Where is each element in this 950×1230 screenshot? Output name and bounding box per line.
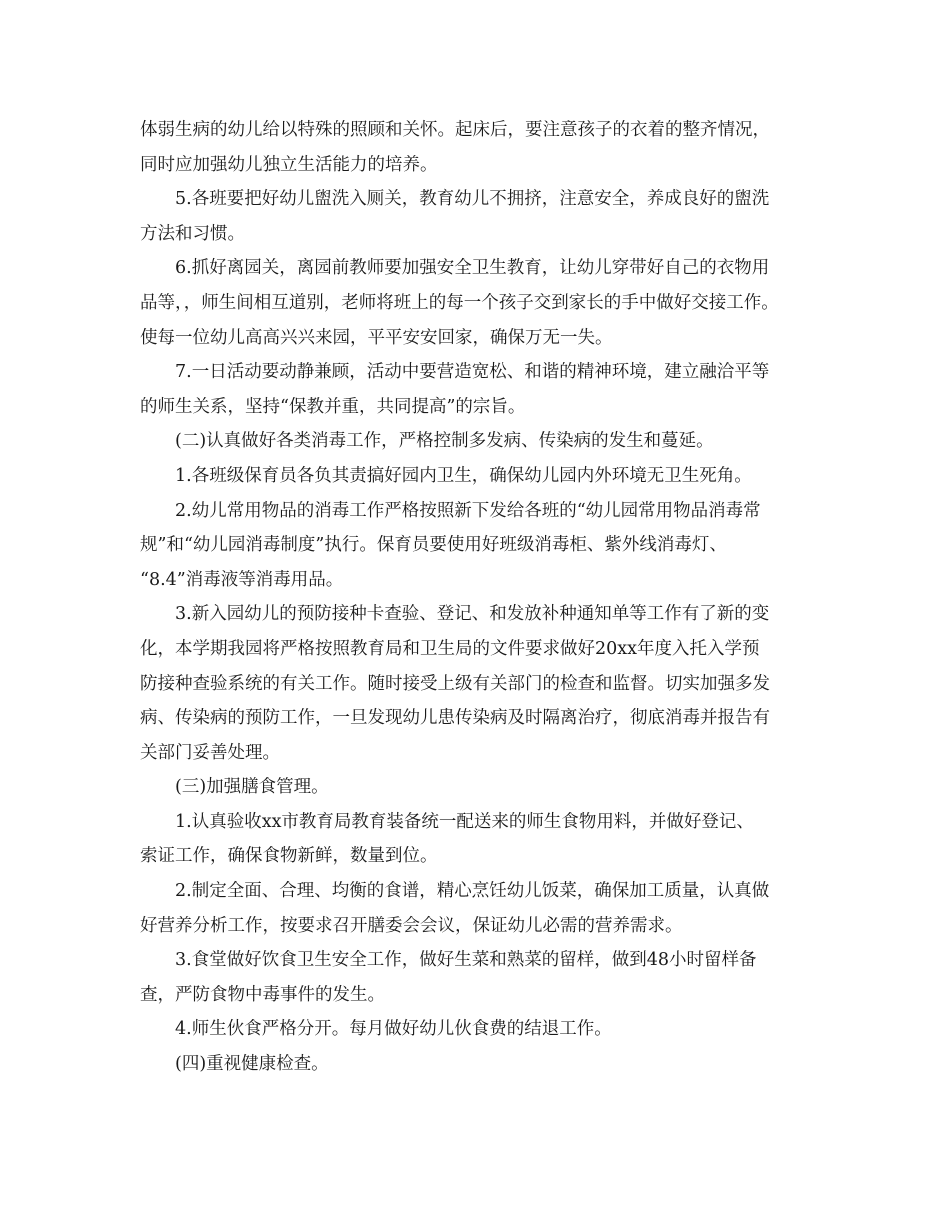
text-line: 1.各班级保育员各负其责搞好园内卫生，确保幼儿园内外环境无卫生死角。: [175, 465, 752, 486]
text-line: 规”和“幼儿园消毒制度”执行。保育员要使用好班级消毒柜、紫外线消毒灯、: [140, 535, 727, 556]
text-line: 关部门妥善处理。: [140, 742, 280, 763]
text-line: 品等，，师生间相互道别，老师将班上的每一个孩子交到家长的手中做好交接工作。: [140, 292, 779, 313]
section-heading: (三)加强膳食管理。: [175, 777, 329, 798]
text-line: 5.各班要把好幼儿盥洗入厕关，教育幼儿不拥挤，注意安全，养成良好的盥洗: [175, 189, 770, 210]
text-line: 化，本学期我园将严格按照教育局和卫生局的文件要求做好20xx年度入托入学预: [140, 638, 760, 659]
text-line: 好营养分析工作，按要求召开膳委会会议，保证幼儿必需的营养需求。: [140, 915, 683, 936]
text-line: 同时应加强幼儿独立生活能力的培养。: [140, 154, 438, 175]
text-line: 3.新入园幼儿的预防接种卡查验、登记、和发放补种通知单等工作有了新的变: [175, 604, 770, 625]
text-line: 2.制定全面、合理、均衡的食谱，精心烹饪幼儿饭菜，确保加工质量，认真做: [175, 881, 770, 902]
text-line: 的师生关系，坚持“保教并重，共同提高”的宗旨。: [140, 396, 526, 417]
text-line: 方法和习惯。: [140, 223, 245, 244]
text-line: 2.幼儿常用物品的消毒工作严格按照新下发给各班的“幼儿园常用物品消毒常: [175, 500, 761, 521]
text-line: 6.抓好离园关，离园前教师要加强安全卫生教育，让幼儿穿带好自己的衣物用: [175, 258, 770, 279]
text-line: 病、传染病的预防工作，一旦发现幼儿患传染病及时隔离治疗，彻底消毒并报告有: [140, 708, 770, 729]
section-heading: (二)认真做好各类消毒工作，严格控制多发病、传染病的发生和蔓延。: [175, 431, 714, 452]
text-line: “8.4”消毒液等消毒用品。: [140, 569, 344, 590]
text-line: 防接种查验系统的有关工作。随时接受上级有关部门的检查和监督。切实加强多发: [140, 673, 770, 694]
section-heading: (四)重视健康检查。: [175, 1054, 329, 1075]
text-line: 使每一位幼儿高高兴兴来园，平平安安回家，确保万无一失。: [140, 327, 613, 348]
text-line: 索证工作，确保食物新鲜，数量到位。: [140, 846, 438, 867]
text-line: 查，严防食物中毒事件的发生。: [140, 984, 385, 1005]
text-line: 3.食堂做好饮食卫生安全工作，做好生菜和熟菜的留样，做到48小时留样备: [175, 950, 757, 971]
text-line: 7.一日活动要动静兼顾，活动中要营造宽松、和谐的精神环境，建立融洽平等: [175, 362, 770, 383]
document-body: [140, 113, 830, 1082]
text-line: 1.认真验收xx市教育局教育装备统一配送来的师生食物用料，并做好登记、: [175, 811, 754, 832]
text-line: 4.师生伙食严格分开。每月做好幼儿伙食费的结退工作。: [175, 1019, 612, 1040]
text-line: 体弱生病的幼儿给以特殊的照顾和关怀。起床后，要注意孩子的衣着的整齐情况，: [140, 120, 770, 140]
